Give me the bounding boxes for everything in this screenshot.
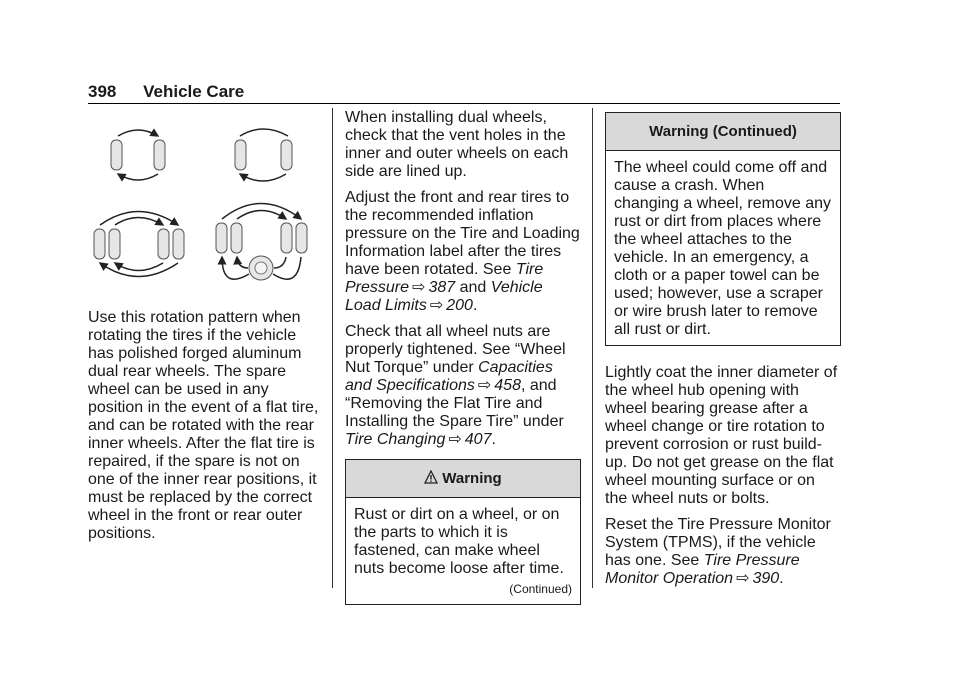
xref-tire-pressure[interactable]: Tire Pressure ⇨ 387: [345, 261, 544, 296]
tire-icon: [173, 229, 184, 259]
rotation-arrow: [237, 257, 248, 268]
warning-text: Rust or dirt on a wheel, or on the parts to which it is fastened, can make wheel nuts become loose after time.: [354, 506, 564, 577]
tire-rotation-diagram: [88, 118, 324, 298]
section-title: Vehicle Care: [143, 82, 245, 101]
inflation-paragraph: Adjust the front and rear tires to the recommended inflation pressure on the Tire and Loading Information label after the tires have been rotated. See Tire Pressure ⇨ 387 and Vehicle Load Limits ⇨ 200.: [345, 189, 580, 314]
warning-continued-box: [605, 112, 841, 346]
xref-vehicle-load-limits[interactable]: Vehicle Load Limits ⇨ 200: [345, 279, 543, 314]
tire-icon: [296, 223, 307, 253]
rotation-arrow: [118, 174, 158, 180]
rotation-arrow: [118, 130, 158, 136]
rotation-arrow: [240, 129, 288, 136]
page-arrow-icon: ⇨: [429, 297, 444, 314]
page-header: [88, 82, 244, 102]
xref-capacities[interactable]: Capacities and Specifications ⇨ 458: [345, 359, 553, 394]
warning-triangle-icon: [424, 470, 438, 484]
page-arrow-icon: ⇨: [736, 570, 750, 587]
tire-icon: [158, 229, 169, 259]
rotation-arrow: [237, 211, 286, 220]
xref-tire-changing[interactable]: Tire Changing ⇨ 407: [345, 431, 492, 448]
warning-box: [345, 459, 581, 605]
column-2: [345, 109, 581, 605]
tire-icon: [281, 140, 292, 170]
warning-continued-header: Warning (Continued): [606, 113, 840, 151]
column-divider: [332, 108, 333, 588]
xref-tpms-operation[interactable]: Tire Pressure Monitor Operation ⇨ 390: [605, 552, 800, 587]
page-arrow-icon: ⇨: [448, 431, 462, 448]
warning-continued-text: The wheel could come off and cause a crash. When changing a wheel, remove any rust or dirt from places where the wheel attaches to the vehicle. In an emergency, a cloth or a paper towel can be used; however, use a scraper or wire brush later to remove all rust or dirt.: [614, 159, 832, 338]
tire-icon: [235, 140, 246, 170]
page-arrow-icon: ⇨: [412, 279, 426, 296]
tire-icon: [94, 229, 105, 259]
rotation-arrow: [115, 263, 163, 271]
page-arrow-icon: ⇨: [477, 377, 492, 394]
tpms-paragraph: Reset the Tire Pressure Monitor System (TPMS), if the vehicle has one. See Tire Pressure Monitor Operation ⇨ 390.: [605, 516, 831, 587]
rotation-arrow: [115, 218, 163, 226]
header-rule: [88, 103, 840, 104]
column-3: [605, 109, 841, 596]
rotation-pattern-paragraph: Use this rotation pattern when rotating the tires if the vehicle has polished forged aluminum dual rear wheels. The spare wheel can be used in any position in the event of a flat tire, and can be rotated with the rear inner wheels. After the flat tire is repaired, if the spare is not on one of the inner rear positions, it must be replaced by the correct wheel in the front or rear outer positions.: [88, 309, 319, 542]
warning-header: Warning: [346, 460, 580, 498]
tire-icon: [109, 229, 120, 259]
dual-wheels-paragraph: When installing dual wheels, check that the vent holes in the inner and outer wheels on each side are lined up.: [345, 109, 569, 180]
tire-icon: [216, 223, 227, 253]
wheel-nuts-paragraph: Check that all wheel nuts are properly tightened. See “Wheel Nut Torque” under Capacities and Specifications ⇨ 458, and “Removing the Flat Tire and Installing the Spare Tire” under Tire Changing ⇨ 407.: [345, 323, 566, 448]
page-number: 398: [88, 82, 117, 101]
tire-icon: [154, 140, 165, 170]
rotation-arrow: [274, 257, 286, 268]
grease-paragraph: Lightly coat the inner diameter of the wheel hub opening with wheel bearing grease after a wheel change or tire rotation to prevent corrosion or rust build-up. Do not get grease on the flat wheel mounting surface or on the wheel nuts or bolts.: [605, 364, 838, 507]
tire-icon: [111, 140, 122, 170]
tire-icon: [281, 223, 292, 253]
continued-label: (Continued): [509, 582, 572, 596]
tire-icon: [231, 223, 242, 253]
rotation-arrow: [240, 174, 286, 181]
column-divider: [592, 108, 593, 588]
